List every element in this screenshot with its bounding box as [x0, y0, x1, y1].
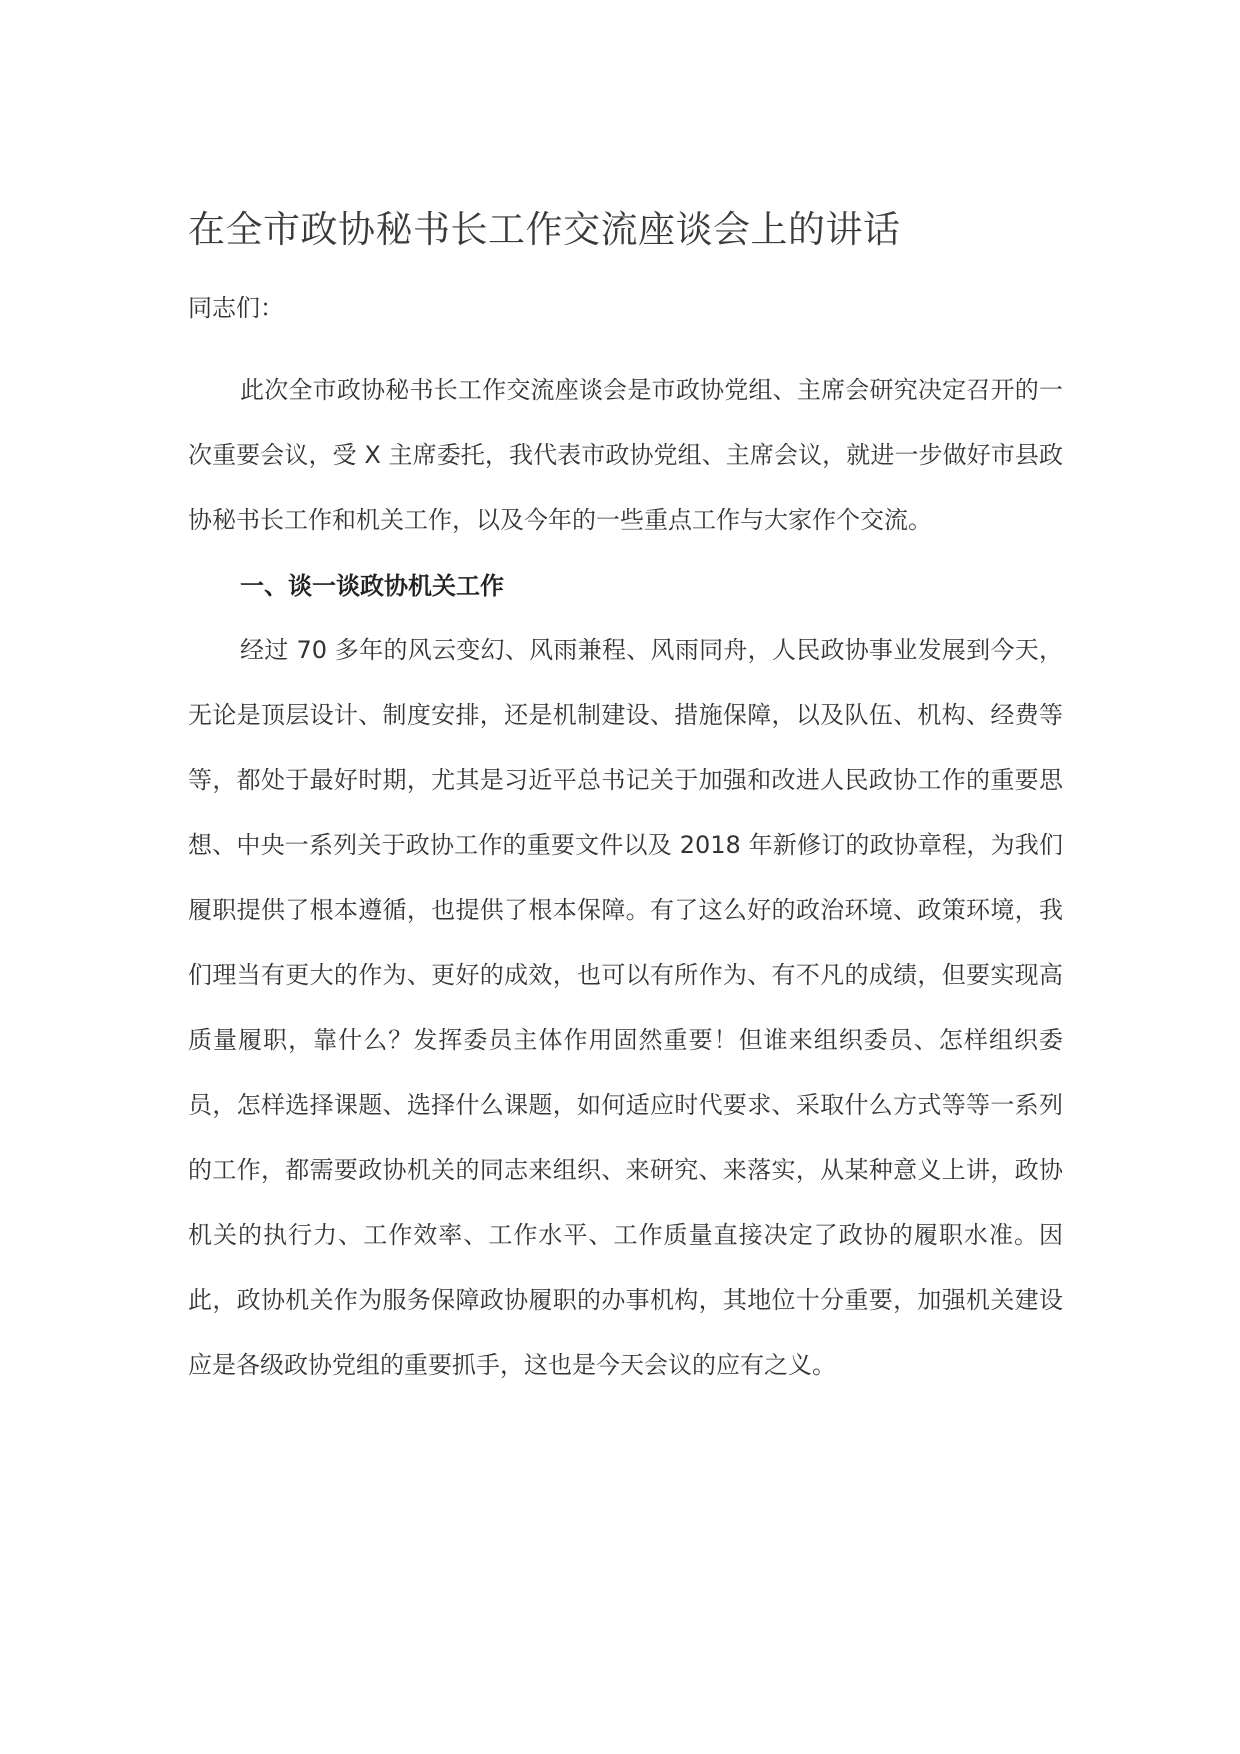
salutation: 同志们： — [188, 294, 284, 322]
intro-paragraph: 此次全市政协秘书长工作交流座谈会是市政协党组、主席会研究决定召开的一次重要会议，受 X 主席委托，我代表市政协党组、主席会议，就进一步做好市县政协秘书长工作和机关工作，以及今年的一些重点工作与大家作个交流。 — [188, 376, 1063, 534]
document-title: 在全市政协秘书长工作交流座谈会上的讲话 — [188, 208, 901, 251]
section-1-paragraph: 经过 70 多年的风云变幻、风雨兼程、风雨同舟，人民政协事业发展到今天，无论是顶层设计、制度安排，还是机制建设、措施保障，以及队伍、机构、经费等等，都处于最好时期，尤其是习近平总书记关于加强和改进人民政协工作的重要思想、中央一系列关于政协工作的重要文件以及 2018 年新修订的政协章程，为我们履职提供了根本遵循，也提供了根本保障。有了这么好的政治环境、政策环境，我们理当有更大的作为、更好的成效，也可以有所作为、有不凡的成绩，但要实现高质量履职，靠什么？发挥委员主体作用固然重要！但谁来组织委员、怎样组织委员，怎样选择课题、选择什么课题，如何适应时代要求、采取什么方式等等一系列的工作，都需要政协机关的同志来组织、来研究、来落实，从某种意义上讲，政协机关的执行力、工作效率、工作水平、工作质量直接决定了政协的履职水准。因此，政协机关作为服务保障政协履职的办事机构，其地位十分重要，加强机关建设应是各级政协党组的重要抓手，这也是今天会议的应有之义。 — [188, 636, 1063, 1379]
section-heading-1: 一、谈一谈政协机关工作 — [240, 572, 504, 600]
